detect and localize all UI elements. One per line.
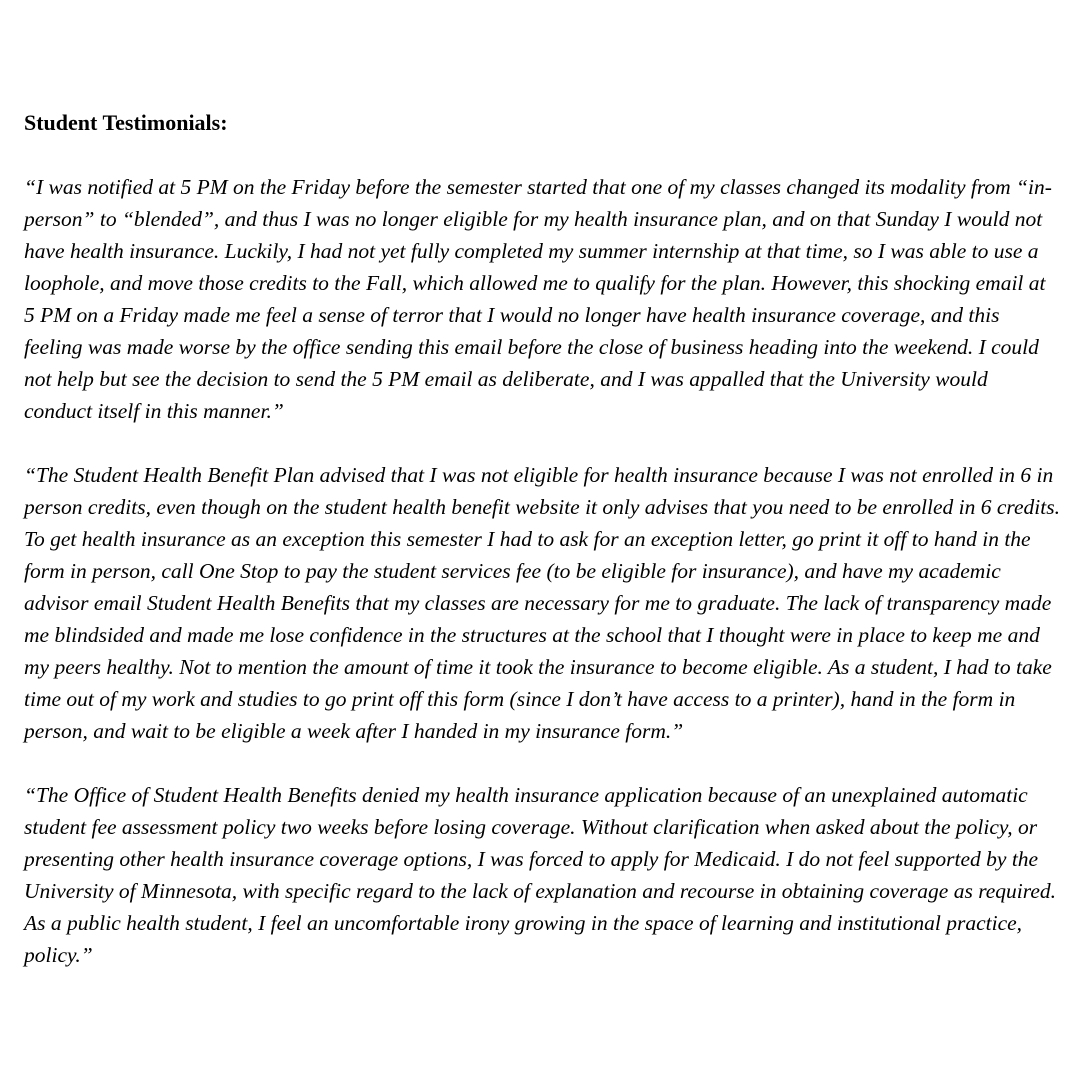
document-body	[24, 107, 1060, 1003]
testimonial-1: “I was notified at 5 PM on the Friday before the semester started that one of my classes changed its modality from “in-person” to “blended”, and thus I was no longer eligible for my health insurance plan, and on that Sunday I would not have health insurance. Luckily, I had not yet fully completed my summer internship at that time, so I was able to use a loophole, and move those credits to the Fall, which allowed me to qualify for the plan. However, this shocking email at 5 PM on a Friday made me feel a sense of terror that I would no longer have health insurance coverage, and this feeling was made worse by the office sending this email before the close of business heading into the weekend. I could not help but see the decision to send the 5 PM email as deliberate, and I was appalled that the University would conduct itself in this manner.”	[24, 175, 1052, 423]
testimonial-2: “The Student Health Benefit Plan advised that I was not eligible for health insurance because I was not enrolled in 6 in person credits, even though on the student health benefit website it only advises that you need to be enrolled in 6 credits. To get health insurance as an exception this semester I had to ask for an exception letter, go print it off to hand in the form in person, call One Stop to pay the student services fee (to be eligible for insurance), and have my academic advisor email Student Health Benefits that my classes are necessary for me to graduate. The lack of transparency made me blindsided and made me lose confidence in the structures at the school that I thought were in place to keep me and my peers healthy. Not to mention the amount of time it took the insurance to become eligible. As a student, I had to take time out of my work and studies to go print off this form (since I don’t have access to a printer), hand in the form in person, and wait to be eligible a week after I handed in my insurance form.”	[24, 463, 1060, 743]
section-heading: Student Testimonials:	[24, 110, 228, 135]
testimonial-3: “The Office of Student Health Benefits denied my health insurance application because of an unexplained automatic student fee assessment policy two weeks before losing coverage. Without clarification when asked about the policy, or presenting other health insurance coverage options, I was forced to apply for Medicaid. I do not feel supported by the University of Minnesota, with specific regard to the lack of explanation and recourse in obtaining coverage as required. As a public health student, I feel an uncomfortable irony growing in the space of learning and institutional practice, policy.”	[24, 783, 1057, 967]
